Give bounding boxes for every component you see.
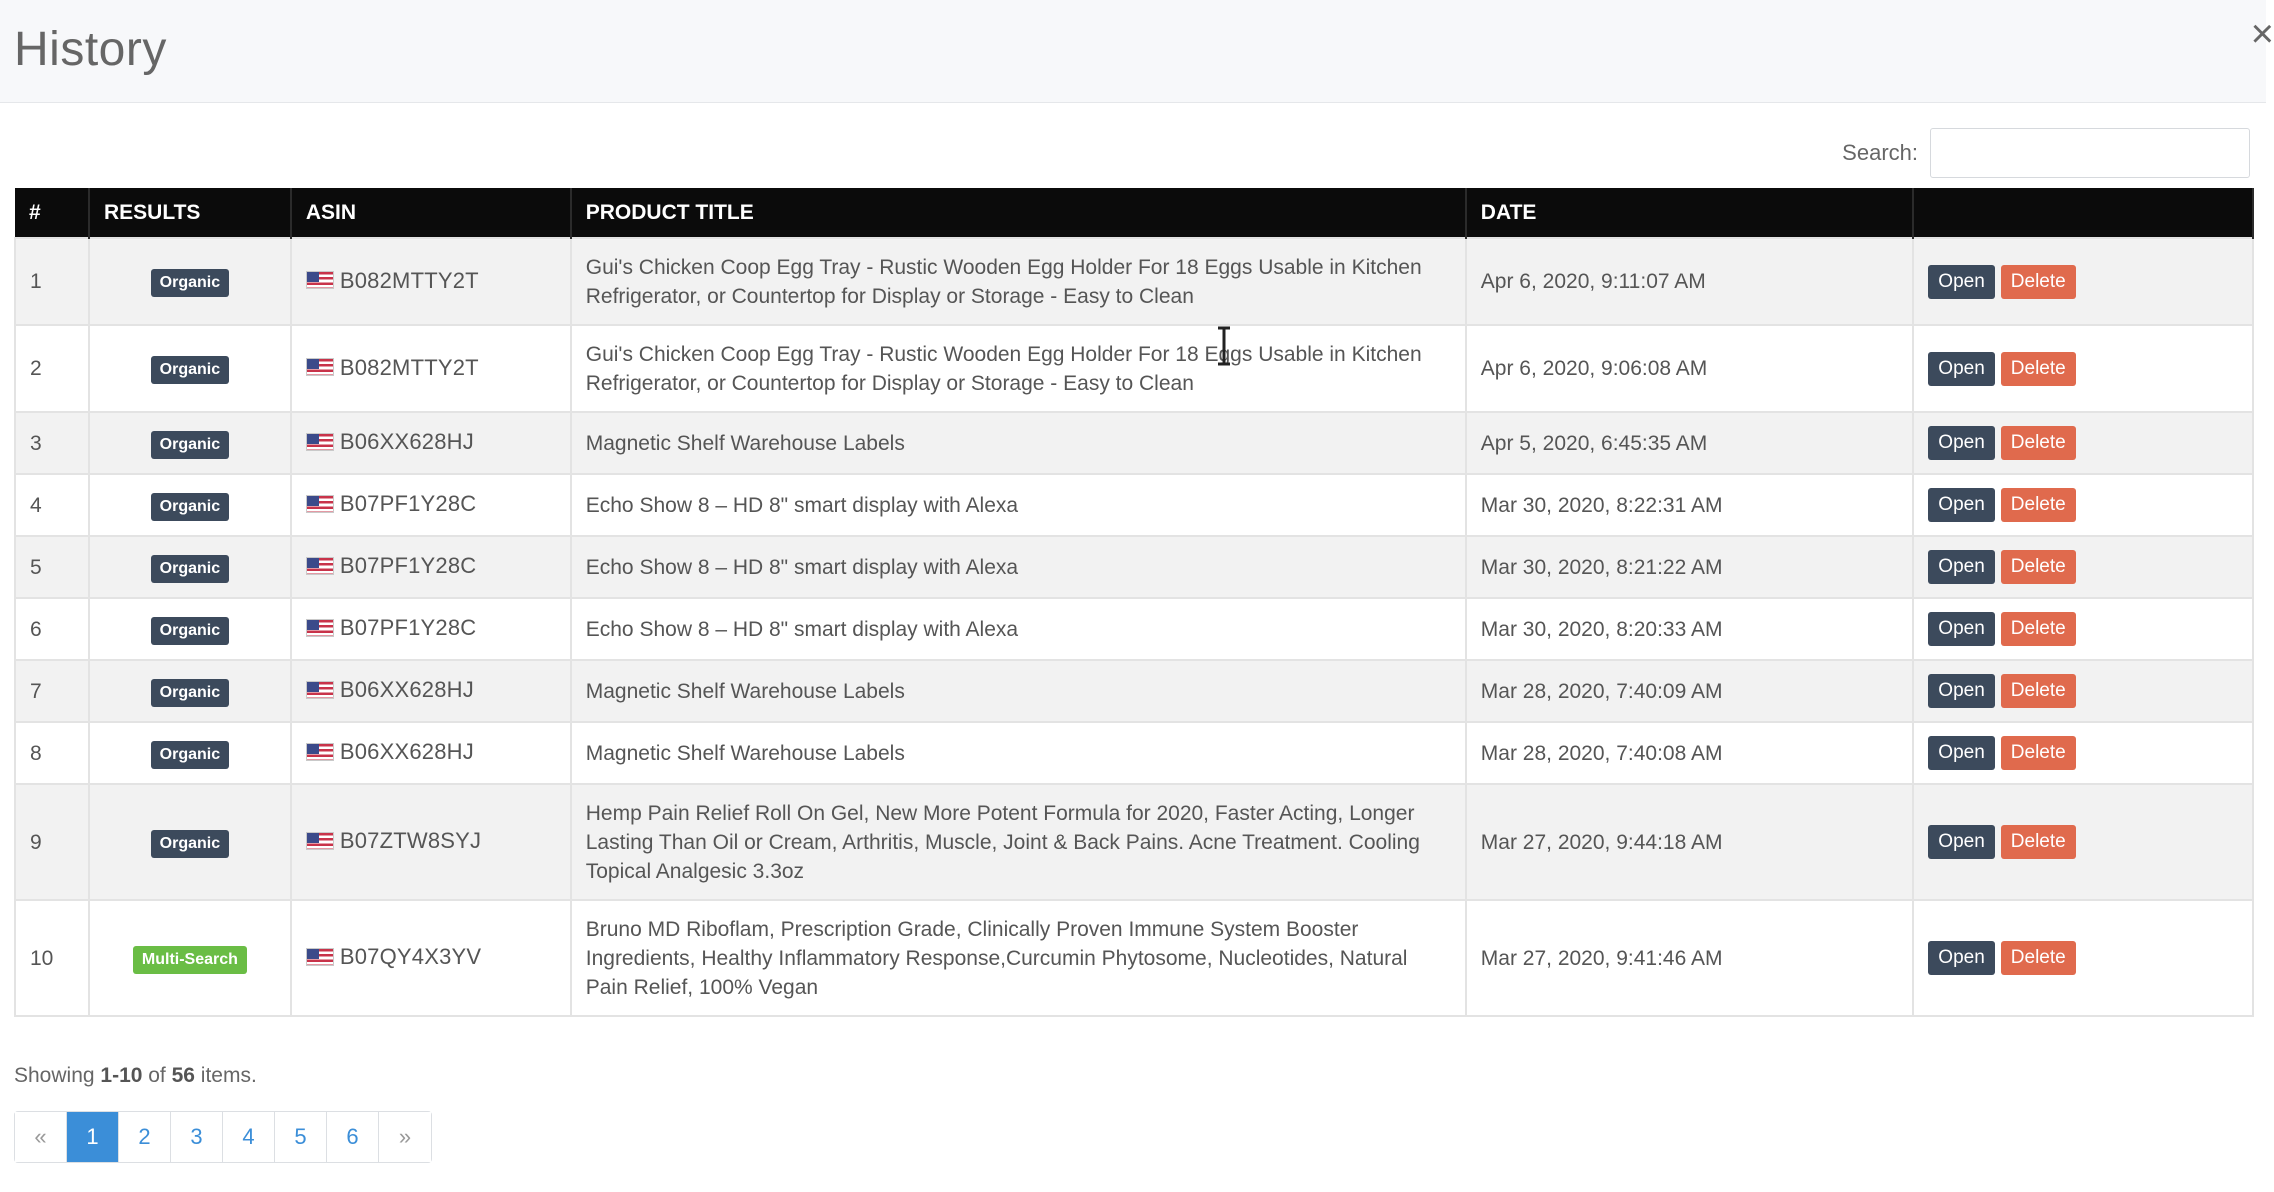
table-header-row <box>15 188 2253 238</box>
asin-wrap <box>306 551 477 580</box>
table-row <box>15 474 2253 536</box>
delete-button[interactable]: Delete <box>2001 488 2076 522</box>
table-row <box>15 536 2253 598</box>
us-flag-icon <box>306 271 334 289</box>
result-badge: Organic <box>151 679 229 707</box>
product-title: Echo Show 8 – HD 8" smart display with Alexa <box>571 598 1466 660</box>
actions-cell <box>1913 598 2253 660</box>
asin-wrap <box>306 942 481 971</box>
asin-wrap <box>306 737 474 766</box>
column-header-product-title[interactable]: PRODUCT TITLE <box>571 188 1466 238</box>
product-title: Echo Show 8 – HD 8" smart display with Alexa <box>571 536 1466 598</box>
us-flag-icon <box>306 832 334 850</box>
row-date: Mar 30, 2020, 8:21:22 AM <box>1466 536 1914 598</box>
result-badge: Organic <box>151 493 229 521</box>
table-row <box>15 238 2253 325</box>
results-cell <box>89 474 291 536</box>
row-date: Mar 30, 2020, 8:22:31 AM <box>1466 474 1914 536</box>
pagination <box>14 1111 432 1163</box>
results-cell <box>89 238 291 325</box>
page-button-5[interactable]: 5 <box>275 1112 327 1162</box>
table-row <box>15 900 2253 1016</box>
product-title: Magnetic Shelf Warehouse Labels <box>571 722 1466 784</box>
delete-button[interactable]: Delete <box>2001 352 2076 386</box>
summary-suffix: items. <box>194 1064 257 1087</box>
column-header-number[interactable]: # <box>15 188 89 238</box>
page-button-3[interactable]: 3 <box>171 1112 223 1162</box>
asin-text: B07PF1Y28C <box>339 553 477 579</box>
results-cell <box>89 412 291 474</box>
column-header-asin[interactable]: ASIN <box>291 188 571 238</box>
delete-button[interactable]: Delete <box>2001 941 2076 975</box>
results-cell <box>89 722 291 784</box>
column-header-results[interactable]: RESULTS <box>89 188 291 238</box>
asin-text: B06XX628HJ <box>339 429 474 455</box>
summary-middle: of <box>142 1064 172 1087</box>
actions-cell <box>1913 536 2253 598</box>
us-flag-icon <box>306 358 334 376</box>
asin-wrap <box>306 266 479 295</box>
asin-text: B082MTTY2T <box>339 354 479 380</box>
us-flag-icon <box>306 948 334 966</box>
row-number: 5 <box>15 536 89 598</box>
row-number: 9 <box>15 784 89 900</box>
asin-text: B06XX628HJ <box>339 677 474 703</box>
row-number: 4 <box>15 474 89 536</box>
asin-text: B07ZTW8SYJ <box>339 828 482 854</box>
row-date: Mar 27, 2020, 9:41:46 AM <box>1466 900 1914 1016</box>
summary-range: 1-10 <box>100 1064 143 1087</box>
asin-wrap <box>306 353 479 382</box>
search-container <box>1842 128 2250 178</box>
actions-cell <box>1913 660 2253 722</box>
asin-cell <box>291 238 571 325</box>
history-table <box>14 188 2254 1017</box>
asin-cell <box>291 900 571 1016</box>
row-number: 2 <box>15 325 89 412</box>
open-button[interactable]: Open <box>1928 825 1994 859</box>
column-header-actions <box>1913 188 2253 238</box>
table-row <box>15 660 2253 722</box>
search-input[interactable] <box>1930 128 2250 178</box>
row-number: 10 <box>15 900 89 1016</box>
us-flag-icon <box>306 433 334 451</box>
open-button[interactable]: Open <box>1928 265 1994 299</box>
row-number: 8 <box>15 722 89 784</box>
table-row <box>15 722 2253 784</box>
open-button[interactable]: Open <box>1928 612 1994 646</box>
open-button[interactable]: Open <box>1928 550 1994 584</box>
result-badge: Organic <box>151 356 229 384</box>
row-number: 6 <box>15 598 89 660</box>
asin-cell <box>291 784 571 900</box>
asin-cell <box>291 598 571 660</box>
asin-cell <box>291 474 571 536</box>
asin-text: B06XX628HJ <box>339 739 474 765</box>
result-badge: Organic <box>151 555 229 583</box>
result-badge: Organic <box>151 830 229 858</box>
delete-button[interactable]: Delete <box>2001 674 2076 708</box>
table-row <box>15 412 2253 474</box>
delete-button[interactable]: Delete <box>2001 825 2076 859</box>
column-header-date[interactable]: DATE <box>1466 188 1914 238</box>
table-body <box>15 238 2253 1016</box>
us-flag-icon <box>306 557 334 575</box>
delete-button[interactable]: Delete <box>2001 426 2076 460</box>
us-flag-icon <box>306 619 334 637</box>
result-badge: Organic <box>151 269 229 297</box>
page-button-1[interactable]: 1 <box>67 1112 119 1162</box>
product-title: Magnetic Shelf Warehouse Labels <box>571 412 1466 474</box>
delete-button[interactable]: Delete <box>2001 612 2076 646</box>
open-button[interactable]: Open <box>1928 352 1994 386</box>
result-badge: Multi-Search <box>133 946 247 974</box>
table-row <box>15 784 2253 900</box>
product-title: Hemp Pain Relief Roll On Gel, New More Potent Formula for 2020, Faster Acting, Longer Lasting Than Oil or Cream, Arthritis, Muscle, Joint & Back Pains. Acne Treatment. Cooling Topical Analgesic 3.3oz <box>571 784 1466 900</box>
asin-cell <box>291 325 571 412</box>
asin-text: B07PF1Y28C <box>339 491 477 517</box>
summary-total: 56 <box>171 1064 195 1087</box>
results-cell <box>89 598 291 660</box>
row-date: Apr 5, 2020, 6:45:35 AM <box>1466 412 1914 474</box>
asin-wrap <box>306 826 481 855</box>
result-badge: Organic <box>151 741 229 769</box>
actions-cell <box>1913 900 2253 1016</box>
asin-cell <box>291 412 571 474</box>
open-button[interactable]: Open <box>1928 941 1994 975</box>
row-date: Mar 28, 2020, 7:40:08 AM <box>1466 722 1914 784</box>
close-icon[interactable]: × <box>2250 12 2274 56</box>
asin-wrap <box>306 675 474 704</box>
product-title: Magnetic Shelf Warehouse Labels <box>571 660 1466 722</box>
page-next-button[interactable]: » <box>379 1112 431 1162</box>
row-number: 1 <box>15 238 89 325</box>
product-title: Gui's Chicken Coop Egg Tray - Rustic Wooden Egg Holder For 18 Eggs Usable in Kitchen Refrigerator, or Countertop for Display or Storage - Easy to Clean <box>571 238 1466 325</box>
delete-button[interactable]: Delete <box>2001 550 2076 584</box>
page-prev-button[interactable]: « <box>15 1112 67 1162</box>
result-badge: Organic <box>151 617 229 645</box>
product-title: Gui's Chicken Coop Egg Tray - Rustic Wooden Egg Holder For 18 Eggs Usable in Kitchen Refrigerator, or Countertop for Display or Storage - Easy to Clean <box>571 325 1466 412</box>
summary-prefix: Showing <box>14 1064 101 1087</box>
page-button-6[interactable]: 6 <box>327 1112 379 1162</box>
actions-cell <box>1913 238 2253 325</box>
open-button[interactable]: Open <box>1928 426 1994 460</box>
actions-cell <box>1913 784 2253 900</box>
modal-title: History <box>14 23 167 76</box>
pagination-summary <box>14 1064 257 1088</box>
actions-cell <box>1913 474 2253 536</box>
page-button-2[interactable]: 2 <box>119 1112 171 1162</box>
asin-text: B082MTTY2T <box>339 267 479 293</box>
results-cell <box>89 325 291 412</box>
results-cell <box>89 536 291 598</box>
asin-wrap <box>306 613 477 642</box>
row-date: Mar 30, 2020, 8:20:33 AM <box>1466 598 1914 660</box>
table-row <box>15 325 2253 412</box>
open-button[interactable]: Open <box>1928 736 1994 770</box>
row-number: 3 <box>15 412 89 474</box>
row-date: Mar 28, 2020, 7:40:09 AM <box>1466 660 1914 722</box>
row-date: Apr 6, 2020, 9:11:07 AM <box>1466 238 1914 325</box>
result-badge: Organic <box>151 431 229 459</box>
asin-cell <box>291 722 571 784</box>
asin-wrap <box>306 427 474 456</box>
asin-text: B07QY4X3YV <box>339 944 482 970</box>
row-date: Apr 6, 2020, 9:06:08 AM <box>1466 325 1914 412</box>
actions-cell <box>1913 722 2253 784</box>
actions-cell <box>1913 412 2253 474</box>
row-number: 7 <box>15 660 89 722</box>
row-date: Mar 27, 2020, 9:44:18 AM <box>1466 784 1914 900</box>
us-flag-icon <box>306 681 334 699</box>
product-title: Echo Show 8 – HD 8" smart display with Alexa <box>571 474 1466 536</box>
asin-cell <box>291 536 571 598</box>
asin-wrap <box>306 489 477 518</box>
delete-button[interactable]: Delete <box>2001 265 2076 299</box>
results-cell <box>89 900 291 1016</box>
delete-button[interactable]: Delete <box>2001 736 2076 770</box>
us-flag-icon <box>306 743 334 761</box>
results-cell <box>89 660 291 722</box>
asin-text: B07PF1Y28C <box>339 615 477 641</box>
open-button[interactable]: Open <box>1928 674 1994 708</box>
asin-cell <box>291 660 571 722</box>
open-button[interactable]: Open <box>1928 488 1994 522</box>
actions-cell <box>1913 325 2253 412</box>
modal-header <box>0 0 2274 103</box>
us-flag-icon <box>306 495 334 513</box>
table-row <box>15 598 2253 660</box>
page-button-4[interactable]: 4 <box>223 1112 275 1162</box>
results-cell <box>89 784 291 900</box>
product-title: Bruno MD Riboflam, Prescription Grade, Clinically Proven Immune System Booster Ingredients, Healthy Inflammatory Response,Curcumin Phytosome, Nucleotides, Natural Pain Relief, 100% Vegan <box>571 900 1466 1016</box>
search-label: Search: <box>1842 140 1918 165</box>
